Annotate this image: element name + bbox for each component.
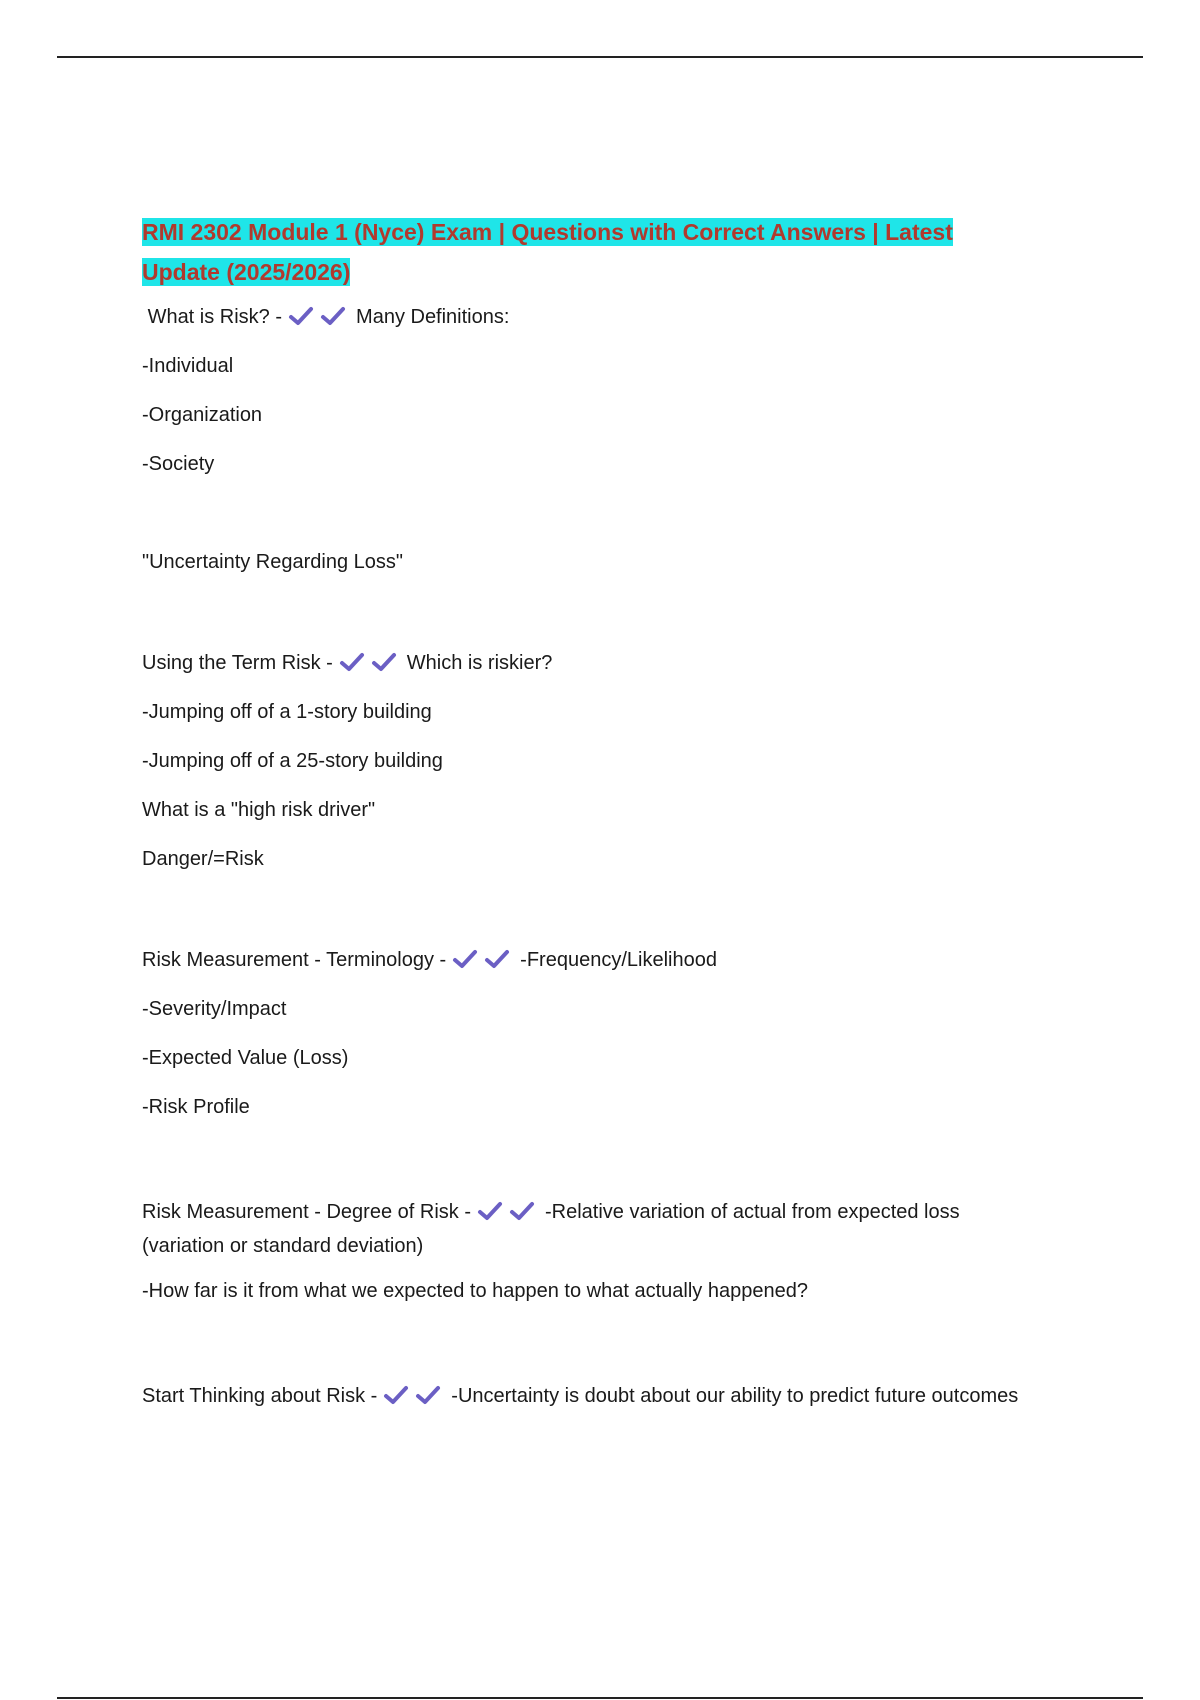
check-icon — [484, 949, 510, 969]
answer-line: -Jumping off of a 1-story building — [142, 701, 432, 723]
answer-line: -Individual — [142, 355, 234, 377]
check-icons — [477, 1195, 541, 1229]
card-question-line: Risk Measurement - Degree of Risk - -Relative variation of actual from expected loss (variation or standard deviation) — [142, 1195, 1022, 1263]
card-question-line: Using the Term Risk - Which is riskier? — [142, 652, 553, 674]
answer-line: -Society — [142, 453, 215, 475]
bottom-rule — [57, 1697, 1143, 1699]
check-icons — [288, 304, 352, 330]
answer-line: -Expected Value (Loss) — [142, 1047, 349, 1069]
answer-line: Danger/=Risk — [142, 848, 264, 870]
answer-line: -How far is it from what we expected to happen to what actually happened? — [142, 1280, 808, 1302]
answer-line: "Uncertainty Regarding Loss" — [142, 551, 403, 573]
answer-line: What is a "high risk driver" — [142, 799, 376, 821]
document-title: RMI 2302 Module 1 (Nyce) Exam | Questions with Correct Answers | Latest Update (2025/2026) — [142, 219, 953, 285]
check-icon — [509, 1201, 535, 1221]
check-icon — [477, 1201, 503, 1221]
answer-line: -Risk Profile — [142, 1096, 250, 1118]
check-icons — [339, 650, 403, 676]
check-icon — [371, 652, 397, 672]
answer-line: -Organization — [142, 404, 263, 426]
card-question-line: What is Risk? - Many Definitions: — [147, 306, 510, 328]
card-question-line: Start Thinking about Risk - -Uncertainty is doubt about our ability to predict future outcomes — [142, 1379, 1022, 1413]
top-rule — [57, 56, 1143, 58]
answer-line: -Jumping off of a 25-story building — [142, 750, 443, 772]
document-body — [142, 212, 1022, 1428]
check-icon — [288, 306, 314, 326]
check-icons — [452, 947, 516, 973]
check-icon — [383, 1385, 409, 1405]
check-icon — [452, 949, 478, 969]
card-question-line: Risk Measurement - Terminology - -Frequency/Likelihood — [142, 949, 717, 971]
check-icon — [339, 652, 365, 672]
check-icon — [320, 306, 346, 326]
answer-line: -Severity/Impact — [142, 998, 287, 1020]
check-icon — [415, 1385, 441, 1405]
check-icons — [383, 1379, 447, 1413]
